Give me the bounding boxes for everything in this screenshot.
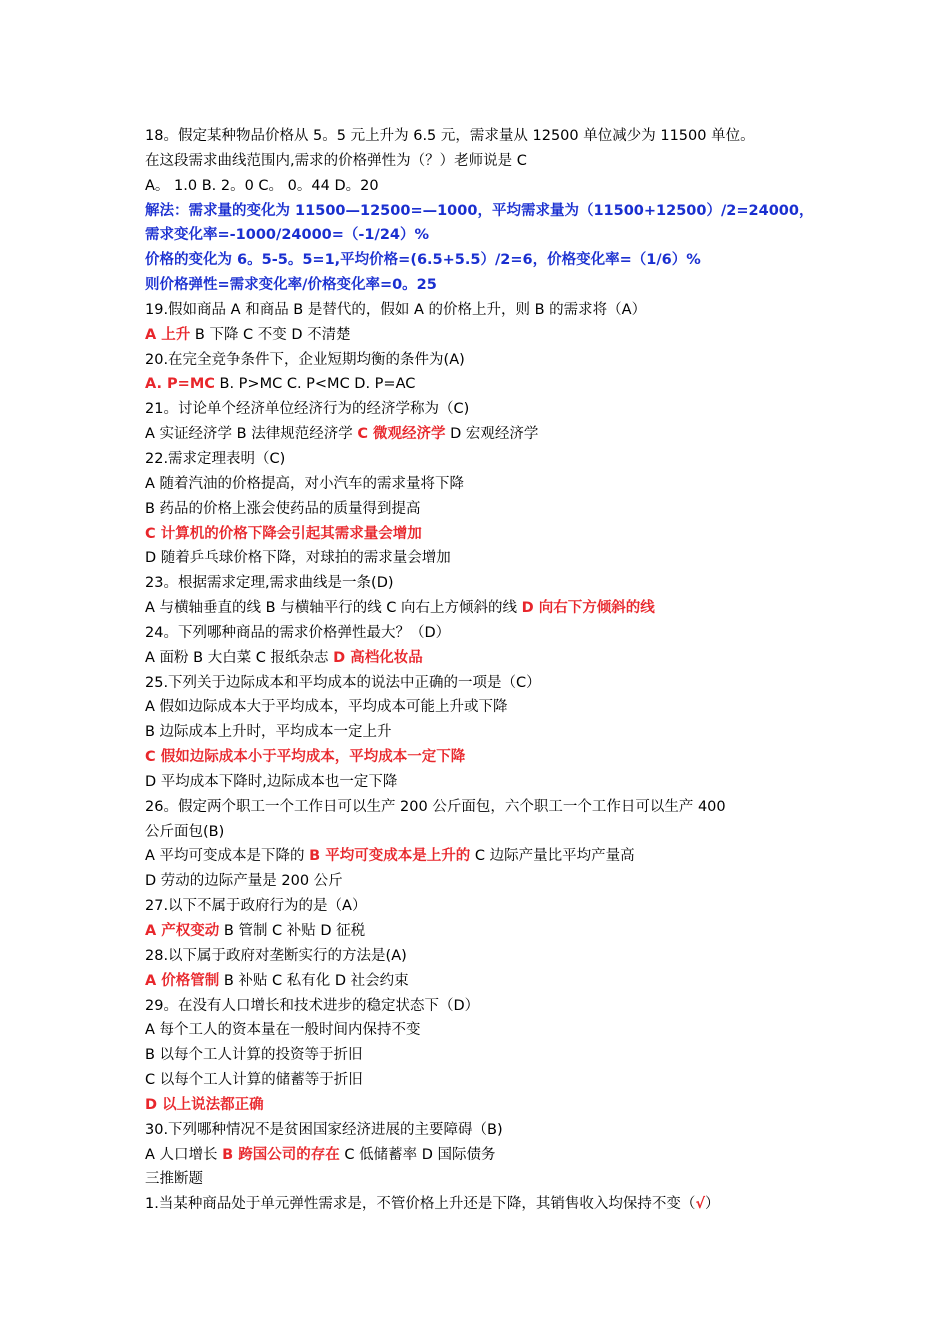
text-segment: 26。假定两个职工一个工作日可以生产 200 公斤面包，六个职工一个工作日可以生产 400	[145, 798, 726, 815]
text-segment: C 以每个工人计算的储蓄等于折旧	[145, 1072, 363, 1089]
text-line	[145, 348, 825, 373]
text-segment: D 随着乒乓球价格下降，对球拍的需求量会增加	[145, 550, 451, 567]
text-segment: ）	[705, 1196, 720, 1213]
text-line	[145, 497, 825, 522]
text-line	[145, 596, 825, 621]
text-line	[145, 124, 825, 149]
text-segment: 28.以下属于政府对垄断实行的方法是(A)	[145, 947, 407, 964]
highlighted-text: D 以上说法都正确	[145, 1096, 264, 1113]
text-line	[145, 621, 825, 646]
highlighted-text: C 微观经济学	[357, 426, 446, 443]
text-line	[145, 969, 825, 994]
text-line	[145, 248, 825, 273]
highlighted-text: 需求变化率=-1000/24000=（-1/24）%	[145, 227, 430, 244]
highlighted-text: A 产权变动	[145, 923, 220, 939]
text-line	[145, 745, 825, 770]
text-segment: A 平均可变成本是下降的	[145, 848, 310, 865]
text-segment: 25.下列关于边际成本和平均成本的说法中正确的一项是（C）	[145, 674, 541, 691]
text-segment: 24。下列哪种商品的需求价格弹性最大？（D）	[145, 624, 451, 641]
text-segment: A 与横轴垂直的线 B 与横轴平行的线 C 向右上方倾斜的线	[145, 600, 522, 617]
text-line	[145, 720, 825, 745]
highlighted-text: D 向右下方倾斜的线	[521, 600, 655, 617]
text-segment: A 每个工人的资本量在一般时间内保持不变	[145, 1022, 421, 1039]
text-line	[145, 1118, 825, 1143]
text-segment: C 低储蓄率 D 国际债务	[339, 1146, 496, 1163]
highlighted-text: A. P=MC	[145, 376, 215, 393]
text-line	[145, 919, 825, 944]
text-line	[145, 422, 825, 447]
text-line	[145, 323, 825, 348]
text-segment: 29。在没有人口增长和技术进步的稳定状态下（D）	[145, 997, 480, 1014]
text-segment: B 药品的价格上涨会使药品的质量得到提高	[145, 500, 421, 517]
text-line	[145, 472, 825, 497]
text-segment: C 边际产量比平均产量高	[470, 848, 635, 865]
text-line	[145, 199, 825, 224]
text-line	[145, 770, 825, 795]
text-segment: B. P>MC C. P<MC D. P=AC	[214, 376, 416, 393]
text-segment: A 实证经济学 B 法律规范经济学	[145, 426, 358, 443]
text-segment: A 人口增长	[145, 1146, 223, 1163]
highlighted-text: A 上升	[145, 326, 191, 343]
text-line	[145, 298, 825, 323]
highlighted-text: 价格的变化为 6。5-5。5=1,平均价格=(6.5+5.5）/2=6，价格变化率=（1/6）%	[145, 252, 701, 269]
text-segment: B 管制 C 补贴 D 征税	[219, 923, 366, 939]
highlighted-text: C 假如边际成本小于平均成本，平均成本一定下降	[145, 749, 466, 766]
text-line	[145, 820, 825, 845]
text-line	[145, 273, 825, 298]
text-line	[145, 522, 825, 547]
text-line	[145, 671, 825, 696]
text-segment: 公斤面包(B)	[145, 823, 225, 840]
text-segment: D 平均成本下降时,边际成本也一定下降	[145, 773, 398, 790]
text-line	[145, 695, 825, 720]
text-line	[145, 174, 825, 199]
text-segment: D 劳动的边际产量是 200 公斤	[145, 873, 343, 890]
text-segment: B 补贴 C 私有化 D 社会约束	[219, 972, 409, 989]
text-segment: 21。讨论单个经济单位经济行为的经济学称为（C)	[145, 401, 470, 418]
text-segment: 27.以下不属于政府行为的是（A）	[145, 898, 367, 915]
text-segment: A 面粉 B 大白菜 C 报纸杂志	[145, 649, 334, 666]
text-line	[145, 1167, 825, 1192]
highlighted-text: √	[695, 1196, 706, 1213]
text-line	[145, 1043, 825, 1068]
text-line	[145, 372, 825, 397]
text-segment: A 假如边际成本大于平均成本，平均成本可能上升或下降	[145, 699, 508, 716]
text-segment: 23。根据需求定理,需求曲线是一条(D)	[145, 575, 394, 592]
text-line	[145, 447, 825, 472]
text-line	[145, 149, 825, 174]
text-line	[145, 646, 825, 671]
text-line	[145, 795, 825, 820]
text-line	[145, 1093, 825, 1118]
text-line	[145, 1143, 825, 1168]
text-line	[145, 571, 825, 596]
text-segment: 20.在完全竞争条件下，企业短期均衡的条件为(A)	[145, 351, 465, 368]
text-line	[145, 1068, 825, 1093]
text-line	[145, 844, 825, 869]
text-line	[145, 894, 825, 919]
text-line	[145, 1018, 825, 1043]
text-line	[145, 397, 825, 422]
text-segment: 1.当某种商品处于单元弹性需求是，不管价格上升还是下降，其销售收入均保持不变（	[145, 1196, 696, 1213]
highlighted-text: C 计算机的价格下降会引起其需求量会增加	[145, 525, 422, 542]
text-line	[145, 869, 825, 894]
text-segment: B 以每个工人计算的投资等于折旧	[145, 1047, 363, 1064]
document-body	[145, 124, 825, 1217]
text-segment: 22.需求定理表明（C)	[145, 450, 286, 467]
highlighted-text: 解法：需求量的变化为 11500—12500=—1000，平均需求量为（11500+12500）/2=24000，	[145, 202, 814, 219]
highlighted-text: D 高档化妆品	[333, 649, 423, 666]
text-segment: 在这段需求曲线范围内,需求的价格弹性为（？）老师说是 C	[145, 152, 527, 169]
text-line	[145, 994, 825, 1019]
text-segment: 三推断题	[145, 1171, 203, 1188]
text-segment: A。 1.0 B. 2。0 C。 0。44 D。20	[145, 177, 379, 194]
highlighted-text: A 价格管制	[145, 972, 220, 989]
text-segment: A 随着汽油的价格提高，对小汽车的需求量将下降	[145, 475, 465, 492]
text-segment: B 下降 C 不变 D 不清楚	[190, 326, 351, 343]
text-line	[145, 546, 825, 571]
highlighted-text: 则价格弹性=需求变化率/价格变化率=0。25	[145, 277, 437, 294]
highlighted-text: B 平均可变成本是上升的	[309, 848, 471, 865]
text-segment: D 宏观经济学	[445, 426, 539, 443]
text-line	[145, 944, 825, 969]
text-segment: 18。假定某种物品价格从 5。5 元上升为 6.5 元，需求量从 12500 单位减少为 11500 单位。	[145, 128, 755, 144]
highlighted-text: B 跨国公司的存在	[222, 1146, 340, 1163]
text-line	[145, 1192, 825, 1217]
text-segment: 30.下列哪种情况不是贫困国家经济进展的主要障碍（B)	[145, 1121, 503, 1138]
text-line	[145, 223, 825, 248]
text-segment: 19.假如商品 A 和商品 B 是替代的，假如 A 的价格上升，则 B 的需求将（A）	[145, 301, 647, 318]
text-segment: B 边际成本上升时，平均成本一定上升	[145, 724, 392, 741]
